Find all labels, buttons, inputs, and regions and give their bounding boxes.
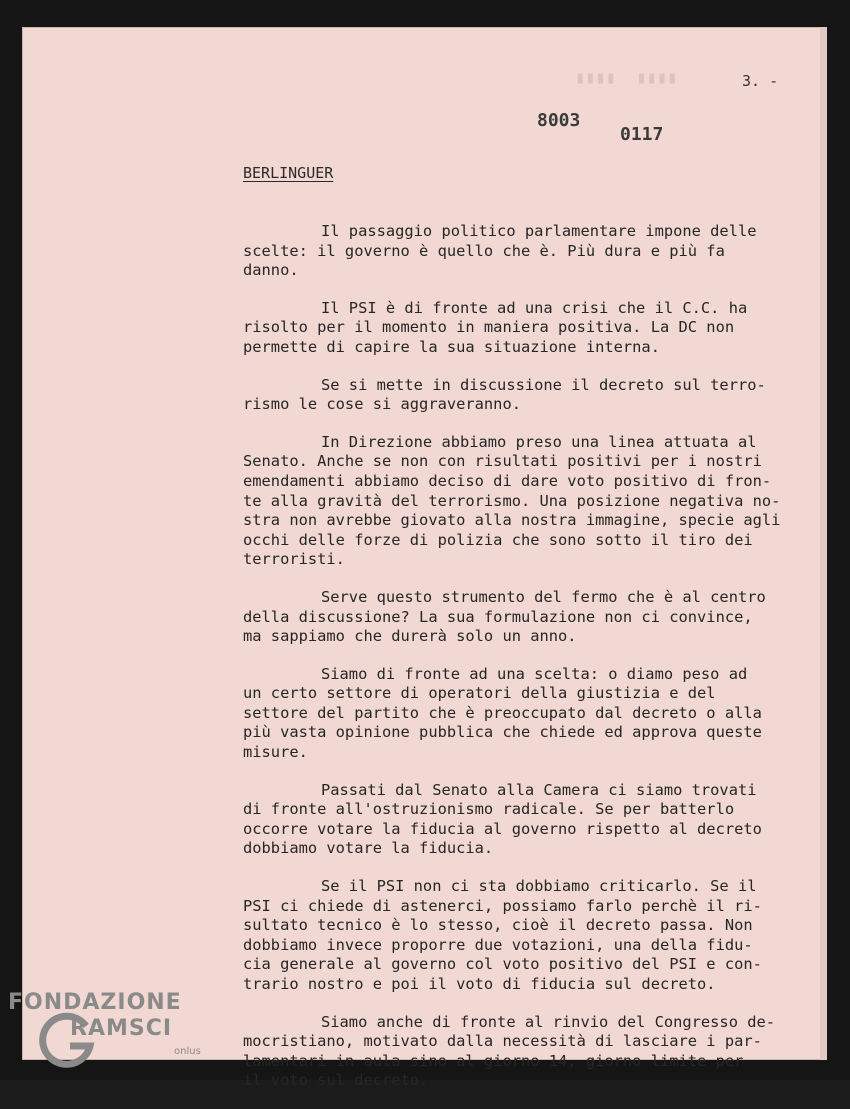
show-through-mark: ▮▮▮▮ ▮▮▮▮: [575, 68, 678, 88]
speaker-heading: BERLINGUER: [243, 164, 334, 182]
archive-number-left: 8003: [537, 110, 581, 131]
page-edge: [820, 27, 827, 1060]
page-number: 3. -: [742, 72, 779, 90]
paragraph-7: Passati dal Senato alla Camera ci siamo trovati di fronte all'ostruzionismo radicale. Se per batterlo occorre votare la fiducia al governo rispetto al decreto dobbiamo votare la fiducia.: [243, 780, 762, 858]
paragraph-2: Il PSI è di fronte ad una crisi che il C.C. ha risolto per il momento in maniera positiva. La DC non permette di capire la sua situazione interna.: [243, 298, 748, 356]
fondazione-gramsci-logo: [8, 990, 218, 1070]
paragraph-1: Il passaggio politico parlamentare impone delle scelte: il governo è quello che è. Più dura e più fa danno.: [243, 222, 757, 280]
logo-onlus: onlus: [174, 1046, 201, 1057]
logo-line1: FONDAZIONE: [8, 990, 182, 1015]
paragraph-6: Siamo di fronte ad una scelta: o diamo peso ad un certo settore di operatori della giustizia e del settore del partito che è preoccupato dal decreto o alla più vasta opinione pubblica che chiede ed approva queste misure.: [243, 664, 762, 762]
paragraph-8: Se il PSI non ci sta dobbiamo criticarlo. Se il PSI ci chiede di astenerci, possiamo farlo perchè il ri- sultato tecnico è lo stesso, cioè il decreto passa. Non dobbiamo invece proporre due votazioni, una della fidu- cia generale al governo col voto positivo del PSI e con- trario nostro e poi il voto di fiducia sul decreto.: [243, 877, 762, 993]
paragraph-4: In Direzione abbiamo preso una linea attuata al Senato. Anche se non con risultati positivi per i nostri emendamenti abbiamo deciso di dare voto positivo di fron- te alla gravità del terrorismo. Una posizione negativa no- stra non avrebbe giovato alla nostra immagine, specie agli occhi delle forze di polizia che sono sotto il tiro dei terroristi.: [243, 432, 781, 569]
archive-number-right: 0117: [620, 124, 664, 145]
paragraph-5: Serve questo strumento del fermo che è al centro della discussione? La sua formulazione non ci convince, ma sappiamo che durerà solo un anno.: [243, 587, 766, 646]
paragraph-9: Siamo anche di fronte al rinvio del Congresso de- mocristiano, motivato dalla necessità di lasciare i par- lamentari in aula sino al giorno 14, giorno limite per il voto sul decreto.: [243, 1012, 776, 1090]
logo-line2: RAMSCI: [70, 1016, 173, 1041]
document-body: [243, 222, 803, 1109]
paragraph-3: Se si mette in discussione il decreto sul terro- rismo le cose si aggraveranno.: [243, 375, 766, 414]
